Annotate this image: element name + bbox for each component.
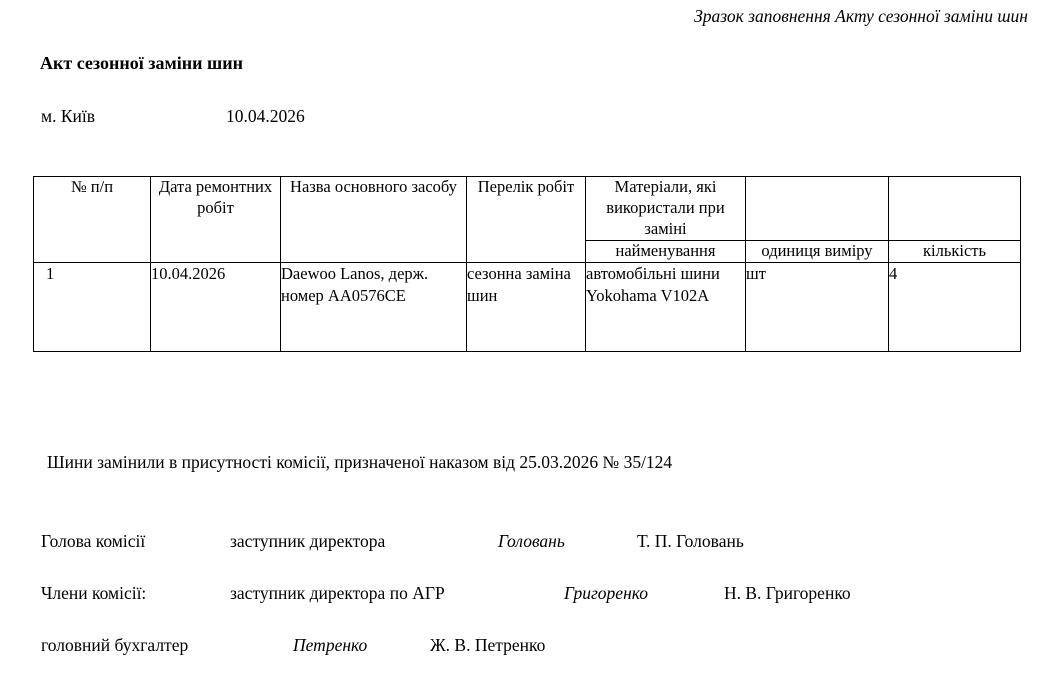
header-spacer-unit xyxy=(746,177,889,241)
header-cell-number: № п/п xyxy=(34,177,151,263)
act-table-container xyxy=(33,176,1021,421)
signature-position-chairman: заступник директора xyxy=(230,531,386,551)
signature-mark-member: Григоренко xyxy=(564,583,649,603)
cell-asset-name: Daewoo Lanos, держ. номер AA0576CE xyxy=(281,262,467,351)
commission-statement: Шини замінили в присутності комісії, призначеної наказом від 25.03.2026 № 35/124 xyxy=(47,452,673,472)
signature-position-member: заступник директора по АГР xyxy=(230,583,445,603)
signature-mark-chairman: Головань xyxy=(498,531,565,551)
header-cell-repair-date: Дата ремонтних робіт xyxy=(151,177,281,263)
place-date-line xyxy=(41,106,305,127)
signature-row-accountant xyxy=(41,635,1021,687)
table-header-row-main xyxy=(34,177,1021,241)
header-cell-unit: одиниця виміру xyxy=(746,240,889,262)
header-cell-materials: Матеріали, які використали при заміні xyxy=(586,177,746,241)
cell-number: 1 xyxy=(34,262,151,351)
city-label: м. Київ xyxy=(41,106,95,126)
signature-mark-accountant: Петренко xyxy=(293,635,368,655)
signature-name-member: Н. В. Григоренко xyxy=(724,583,851,603)
signature-name-chairman: Т. П. Головань xyxy=(637,531,744,551)
document-date: 10.04.2026 xyxy=(226,106,305,126)
act-table xyxy=(33,176,1021,352)
signature-role-accountant: головний бухгалтер xyxy=(41,635,189,655)
signature-row-member xyxy=(41,583,1021,635)
cell-quantity: 4 xyxy=(889,262,1021,351)
signature-role-members: Члени комісії: xyxy=(41,583,147,603)
cell-unit: шт xyxy=(746,262,889,351)
cell-material-name: автомобільні шини Yokohama V102A xyxy=(586,262,746,351)
signature-role-chairman: Голова комісії xyxy=(41,531,146,551)
document-header-note: Зразок заповнення Акту сезонної заміни шин xyxy=(694,6,1028,26)
cell-works: сезонна заміна шин xyxy=(467,262,586,351)
signature-name-accountant: Ж. В. Петренко xyxy=(430,635,546,655)
header-cell-material-name: найменування xyxy=(586,240,746,262)
signature-row-chairman xyxy=(41,531,1021,583)
table-row xyxy=(34,262,1021,351)
header-cell-quantity: кількість xyxy=(889,240,1021,262)
page-title: Акт сезонної заміни шин xyxy=(40,53,243,73)
header-spacer-quantity xyxy=(889,177,1021,241)
header-cell-asset-name: Назва основного засобу xyxy=(281,177,467,263)
header-cell-works: Перелік робіт xyxy=(467,177,586,263)
cell-repair-date: 10.04.2026 xyxy=(151,262,281,351)
signature-block xyxy=(41,531,1021,687)
